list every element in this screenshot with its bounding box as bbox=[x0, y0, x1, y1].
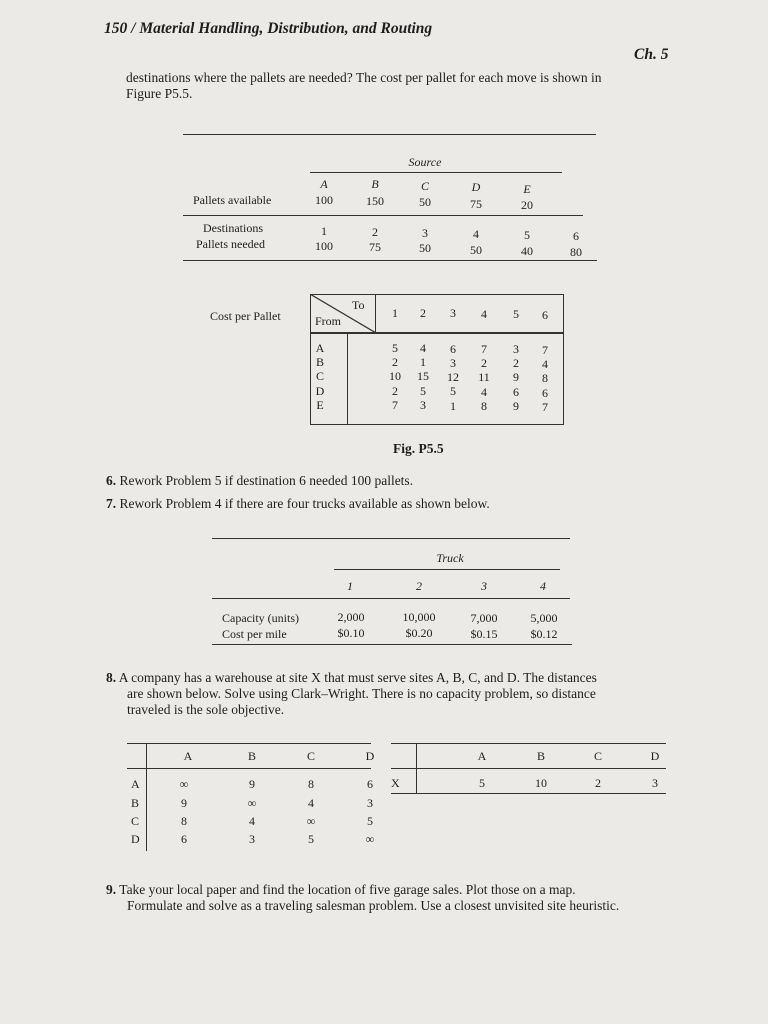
dist-cell: ∞ bbox=[306, 814, 316, 828]
from-label: From bbox=[315, 314, 342, 328]
dist-col-c: C bbox=[306, 749, 315, 763]
dist-cell: 3 bbox=[367, 796, 373, 810]
from-a: A bbox=[315, 341, 325, 355]
x-col-b: B bbox=[536, 749, 545, 763]
dist-row-c: C bbox=[131, 814, 140, 828]
running-header bbox=[104, 20, 432, 38]
x-bottom-rule bbox=[391, 793, 666, 794]
capacity-4: 5,000 bbox=[530, 611, 558, 625]
avail-b: 150 bbox=[366, 194, 384, 208]
dist-row-d: D bbox=[131, 832, 140, 846]
capacity-label: Capacity (units) bbox=[222, 611, 299, 625]
dist-cell: 6 bbox=[181, 832, 187, 846]
cost-cell: 4 bbox=[542, 357, 548, 371]
page-number: 150 bbox=[104, 20, 128, 37]
pallets-available-label: Pallets available bbox=[193, 193, 272, 207]
dist-cell: 5 bbox=[308, 832, 314, 846]
cost-col-4: 4 bbox=[481, 307, 487, 321]
cost-cell: 6 bbox=[450, 342, 456, 356]
avail-c: 50 bbox=[419, 195, 431, 209]
intro-line-1: destinations where the pallets are needed? The cost per pallet for each move is shown in bbox=[126, 70, 602, 85]
cost-cell: 3 bbox=[420, 398, 426, 412]
x-dist-d: 3 bbox=[652, 776, 658, 790]
x-dist-c: 2 bbox=[595, 776, 601, 790]
need-2: 75 bbox=[369, 240, 381, 254]
need-6: 80 bbox=[570, 245, 582, 259]
cost-cell: 1 bbox=[450, 399, 456, 413]
book-title: Material Handling, Distribution, and Routing bbox=[139, 20, 433, 37]
to-label: To bbox=[352, 298, 365, 312]
from-d: D bbox=[315, 384, 325, 398]
truck-mid-rule bbox=[212, 598, 570, 599]
truck-heading-rule bbox=[334, 569, 560, 570]
cost-cell: 7 bbox=[542, 343, 548, 357]
table1-bottom-rule bbox=[183, 260, 597, 261]
truck-bottom-rule bbox=[212, 644, 572, 645]
problem-7-number: 7. bbox=[106, 496, 117, 511]
cost-cell: 10 bbox=[389, 369, 401, 383]
dist-top-rule bbox=[127, 743, 371, 744]
problem-8-text-1: A company has a warehouse at site X that must serve sites A, B, C, and D. The distances bbox=[118, 670, 597, 685]
avail-d: 75 bbox=[470, 197, 482, 211]
cost-cell: 2 bbox=[392, 355, 398, 369]
avail-a: 100 bbox=[315, 193, 333, 207]
from-c: C bbox=[315, 369, 324, 383]
need-5: 40 bbox=[521, 244, 533, 258]
destinations-label: Destinations bbox=[203, 221, 263, 235]
truck-4: 4 bbox=[540, 579, 546, 593]
source-b: B bbox=[371, 177, 379, 191]
need-1: 100 bbox=[315, 239, 333, 253]
truck-3: 3 bbox=[481, 579, 487, 593]
cost-cell: 11 bbox=[478, 370, 490, 384]
cost-cell: 12 bbox=[447, 370, 459, 384]
cost-cell: 6 bbox=[542, 386, 548, 400]
need-4: 50 bbox=[470, 243, 482, 257]
cost-col-5: 5 bbox=[513, 307, 519, 321]
problem-9-text-1: Take your local paper and find the location of five garage sales. Plot those on a map. bbox=[119, 882, 576, 897]
cost-1: $0.10 bbox=[337, 626, 365, 640]
problem-8-number: 8. bbox=[106, 670, 117, 685]
chapter-label: Ch. 5 bbox=[634, 46, 669, 63]
capacity-3: 7,000 bbox=[470, 611, 498, 625]
capacity-2: 10,000 bbox=[402, 610, 436, 624]
from-e: E bbox=[316, 398, 324, 412]
source-e: E bbox=[523, 182, 531, 196]
x-dist-a: 5 bbox=[479, 776, 485, 790]
cost-col-6: 6 bbox=[542, 308, 548, 322]
x-top-rule bbox=[391, 743, 666, 744]
problem-6 bbox=[106, 473, 413, 489]
problem-7 bbox=[106, 496, 490, 512]
dist-cell: ∞ bbox=[179, 777, 189, 791]
dist-cell: 9 bbox=[249, 777, 255, 791]
x-header-rule bbox=[391, 768, 666, 769]
problem-7-text: Rework Problem 4 if there are four trucks available as shown below. bbox=[119, 496, 490, 511]
figure-caption: Fig. P5.5 bbox=[393, 441, 444, 456]
dist-cell: 8 bbox=[181, 814, 187, 828]
dest-2: 2 bbox=[372, 225, 378, 239]
table1-top-rule bbox=[183, 134, 596, 135]
cost-body-divider bbox=[347, 333, 348, 425]
avail-e: 20 bbox=[521, 198, 533, 212]
cost-per-mile-label: Cost per mile bbox=[222, 627, 287, 641]
cost-cell: 8 bbox=[481, 399, 487, 413]
dist-cell: ∞ bbox=[247, 796, 257, 810]
dist-cell: 3 bbox=[249, 832, 255, 846]
problem-8-line-1 bbox=[106, 670, 597, 686]
dist-col-a: A bbox=[183, 749, 193, 763]
x-col-a: A bbox=[477, 749, 487, 763]
cost-cell: 15 bbox=[417, 369, 429, 383]
dist-cell: 8 bbox=[308, 777, 314, 791]
dist-cell: 9 bbox=[181, 796, 187, 810]
truck-2: 2 bbox=[416, 579, 422, 593]
truck-1: 1 bbox=[347, 579, 353, 593]
from-b: B bbox=[315, 355, 324, 369]
cost-cell: 1 bbox=[420, 355, 426, 369]
cost-col-2: 2 bbox=[420, 306, 426, 320]
cost-cell: 5 bbox=[392, 341, 398, 355]
cost-cell: 7 bbox=[392, 398, 398, 412]
problem-8-text-2: are shown below. Solve using Clark–Wright. There is no capacity problem, so distance bbox=[127, 686, 596, 701]
cost-cell: 7 bbox=[481, 342, 487, 356]
cost-cell: 2 bbox=[392, 384, 398, 398]
need-3: 50 bbox=[419, 241, 431, 255]
source-a: A bbox=[320, 177, 328, 191]
cost-col-1: 1 bbox=[392, 306, 398, 320]
source-heading: Source bbox=[408, 155, 442, 169]
dist-cell: 5 bbox=[367, 814, 373, 828]
cost-per-pallet-label: Cost per Pallet bbox=[210, 309, 281, 323]
source-d: D bbox=[471, 180, 481, 194]
intro-line-2: Figure P5.5. bbox=[126, 86, 193, 101]
source-heading-rule bbox=[310, 172, 562, 173]
cost-2: $0.20 bbox=[405, 626, 433, 640]
cost-cell: 5 bbox=[420, 384, 426, 398]
problem-8-text-3: traveled is the sole objective. bbox=[127, 702, 285, 717]
dest-1: 1 bbox=[321, 224, 327, 238]
truck-heading: Truck bbox=[436, 551, 464, 565]
cost-4: $0.12 bbox=[530, 627, 558, 641]
dest-5: 5 bbox=[524, 228, 530, 242]
dest-3: 3 bbox=[422, 226, 428, 240]
cost-col-3: 3 bbox=[450, 306, 456, 320]
cost-cell: 5 bbox=[450, 384, 456, 398]
dist-cell: 4 bbox=[308, 796, 314, 810]
x-row-label: X bbox=[391, 776, 400, 790]
x-col-c: C bbox=[593, 749, 602, 763]
capacity-1: 2,000 bbox=[337, 610, 365, 624]
cost-cell: 9 bbox=[513, 399, 519, 413]
cost-3: $0.15 bbox=[470, 627, 498, 641]
source-c: C bbox=[420, 179, 429, 193]
dest-4: 4 bbox=[473, 227, 479, 241]
truck-top-rule bbox=[212, 538, 570, 539]
cost-cell: 9 bbox=[513, 370, 519, 384]
cost-cell: 2 bbox=[481, 356, 487, 370]
problem-9-number: 9. bbox=[106, 882, 117, 897]
problem-6-number: 6. bbox=[106, 473, 117, 488]
cost-cell: 2 bbox=[513, 356, 519, 370]
problem-6-text: Rework Problem 5 if destination 6 needed 100 pallets. bbox=[119, 473, 414, 488]
x-dist-b: 10 bbox=[535, 776, 547, 790]
cost-cell: 4 bbox=[420, 341, 426, 355]
header-separator: / bbox=[131, 20, 136, 37]
dist-col-d: D bbox=[365, 749, 375, 763]
dist-cell: 6 bbox=[367, 777, 373, 791]
dist-row-b: B bbox=[131, 796, 140, 810]
cost-cell: 6 bbox=[513, 385, 519, 399]
dist-row-a: A bbox=[131, 777, 140, 791]
problem-9-text-2: Formulate and solve as a traveling salesman problem. Use a closest unvisited site heuristic. bbox=[127, 898, 620, 913]
cost-cell: 7 bbox=[542, 400, 548, 414]
dist-col-b: B bbox=[247, 749, 256, 763]
pallets-needed-label: Pallets needed bbox=[196, 237, 265, 251]
dist-header-rule bbox=[127, 768, 371, 769]
cost-cell: 3 bbox=[450, 356, 456, 370]
dist-cell: 4 bbox=[249, 814, 255, 828]
table1-mid-rule bbox=[183, 215, 583, 216]
dest-6: 6 bbox=[573, 229, 579, 243]
cost-cell: 3 bbox=[513, 342, 519, 356]
cost-cell: 8 bbox=[542, 371, 548, 385]
problem-9-line-1 bbox=[106, 882, 576, 898]
dist-cell: ∞ bbox=[365, 832, 375, 846]
cost-cell: 4 bbox=[481, 385, 487, 399]
x-col-d: D bbox=[650, 749, 660, 763]
dist-vertical-rule bbox=[146, 743, 147, 851]
